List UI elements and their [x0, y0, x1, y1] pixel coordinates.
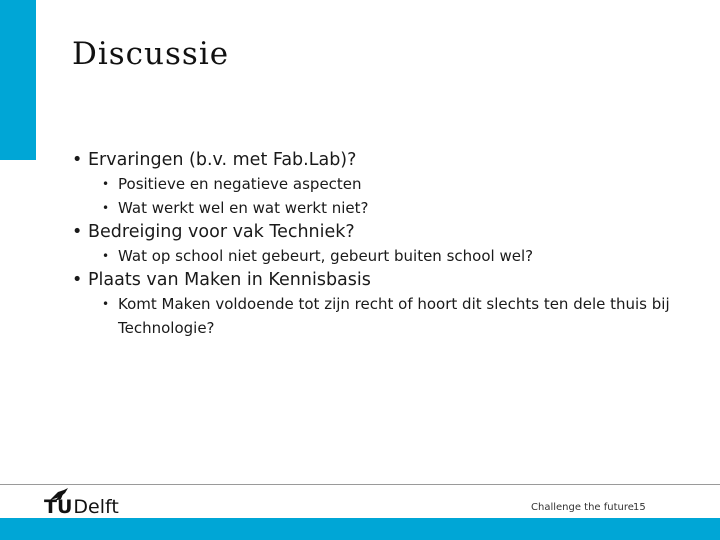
sub-bullet-item [72, 292, 692, 340]
footer-divider [0, 484, 720, 485]
bullet-icon: • [72, 222, 83, 242]
bullet-icon: • [102, 297, 110, 311]
bullet-text: Plaats van Maken in Kennisbasis [88, 270, 371, 290]
sub-bullet-text: Positieve en negatieve aspecten [118, 175, 362, 193]
slide-content [72, 148, 692, 340]
bullet-item [72, 268, 692, 292]
slide-title: Discussie [72, 36, 230, 72]
sub-bullet-text: Wat op school niet gebeurt, gebeurt buiten school wel? [118, 247, 534, 265]
sub-bullet-item [72, 196, 692, 220]
footer-accent-bar [0, 518, 720, 540]
logo-delft-text: Delft [73, 496, 119, 518]
bullet-item [72, 220, 692, 244]
bullet-icon: • [102, 177, 110, 191]
page-number: 15 [633, 502, 646, 513]
accent-side-bar [0, 0, 36, 160]
bullet-icon: • [102, 249, 110, 263]
bullet-icon: • [72, 270, 83, 290]
tudelft-logo [44, 490, 119, 518]
bullet-icon: • [102, 201, 110, 215]
bullet-icon: • [72, 150, 83, 170]
bullet-text: Bedreiging voor vak Techniek? [88, 222, 355, 242]
logo-tu-text: TU [44, 496, 73, 518]
bullet-text: Ervaringen (b.v. met Fab.Lab)? [88, 150, 357, 170]
sub-bullet-item [72, 172, 692, 196]
sub-bullet-item [72, 244, 692, 268]
sub-bullet-text: Wat werkt wel en wat werkt niet? [118, 199, 369, 217]
footer-slogan: Challenge the future [531, 502, 634, 513]
sub-bullet-text: Komt Maken voldoende tot zijn recht of hoort dit slechts ten dele thuis bij Technologie? [118, 295, 670, 337]
bullet-item [72, 148, 692, 172]
